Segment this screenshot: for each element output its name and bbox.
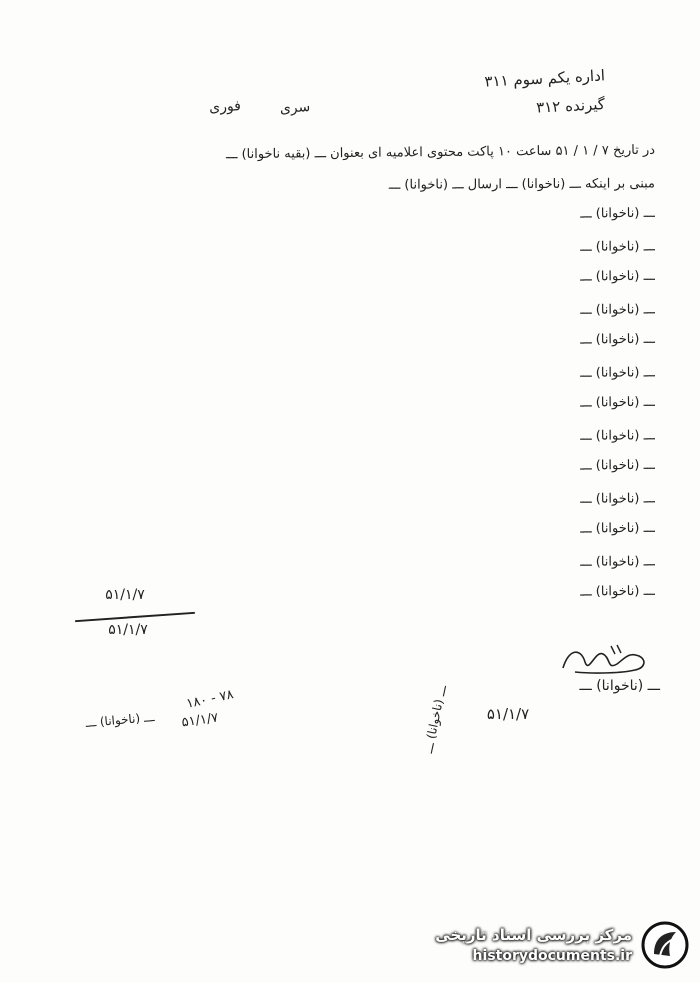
- body-line: ـــ (ناخوانا) ـــ: [580, 427, 656, 444]
- body-line: ـــ (ناخوانا) ـــ: [580, 553, 656, 570]
- body-line: ـــ (ناخوانا) ـــ: [580, 520, 656, 537]
- body-line: ـــ (ناخوانا) ـــ: [580, 364, 656, 381]
- margin-note: ـــ (ناخوانا) ـــ: [85, 710, 155, 730]
- body-line: ـــ (ناخوانا) ـــ: [580, 205, 656, 222]
- reference-date: ۵۱/۱/۷: [180, 710, 220, 731]
- archive-center-icon: [640, 920, 690, 970]
- body-line: مبنی بر اینکه ـــ (ناخوانا) ـــ ارسال ـــ (ناخوانا) ـــ: [388, 175, 656, 193]
- watermark-url: historydocuments.ir: [472, 948, 632, 964]
- classification-mark: سری: [279, 98, 311, 118]
- watermark-text: [435, 926, 632, 964]
- body-line: در تاریخ ۷ / ۱ / ۵۱ ساعت ۱۰ پاکت محتوی اعلامیه ای بعنوان ـــ (بقیه ناخوانا) ـــ: [225, 142, 656, 163]
- watermark-logo: [400, 915, 690, 975]
- handwritten-signature: [555, 640, 655, 678]
- urgency-mark: فوری: [208, 98, 242, 116]
- header-number: گیرنده ۳۱۲: [535, 95, 606, 117]
- signature-date: ۵۱/۱/۷: [486, 705, 530, 723]
- date-mark-top: ۵۱/۱/۷: [105, 587, 145, 603]
- letter-body: [40, 138, 655, 611]
- body-line: ـــ (ناخوانا) ـــ: [580, 394, 656, 411]
- body-line: ـــ (ناخوانا) ـــ: [580, 238, 656, 255]
- date-mark-bottom: ۵۱/۱/۷: [108, 622, 148, 638]
- archive-note: ـــ (ناخوانا) ـــ: [420, 683, 450, 755]
- body-line: ـــ (ناخوانا) ـــ: [580, 268, 656, 285]
- signer-name: ـــ (ناخوانا) ـــ: [579, 678, 660, 694]
- watermark-title: مرکز بررسی اسناد تاریخی: [435, 926, 632, 944]
- body-line: ـــ (ناخوانا) ـــ: [580, 331, 656, 348]
- body-line: ـــ (ناخوانا) ـــ: [580, 457, 656, 474]
- underline-divider: [75, 612, 195, 622]
- body-line: ـــ (ناخوانا) ـــ: [580, 301, 656, 318]
- reference-number: ۱۸۰ - ۷۸: [185, 687, 235, 712]
- header-department: اداره یکم سوم ۳۱۱: [483, 66, 606, 91]
- body-line: ـــ (ناخوانا) ـــ: [580, 490, 656, 507]
- body-line: ـــ (ناخوانا) ـــ: [580, 583, 656, 600]
